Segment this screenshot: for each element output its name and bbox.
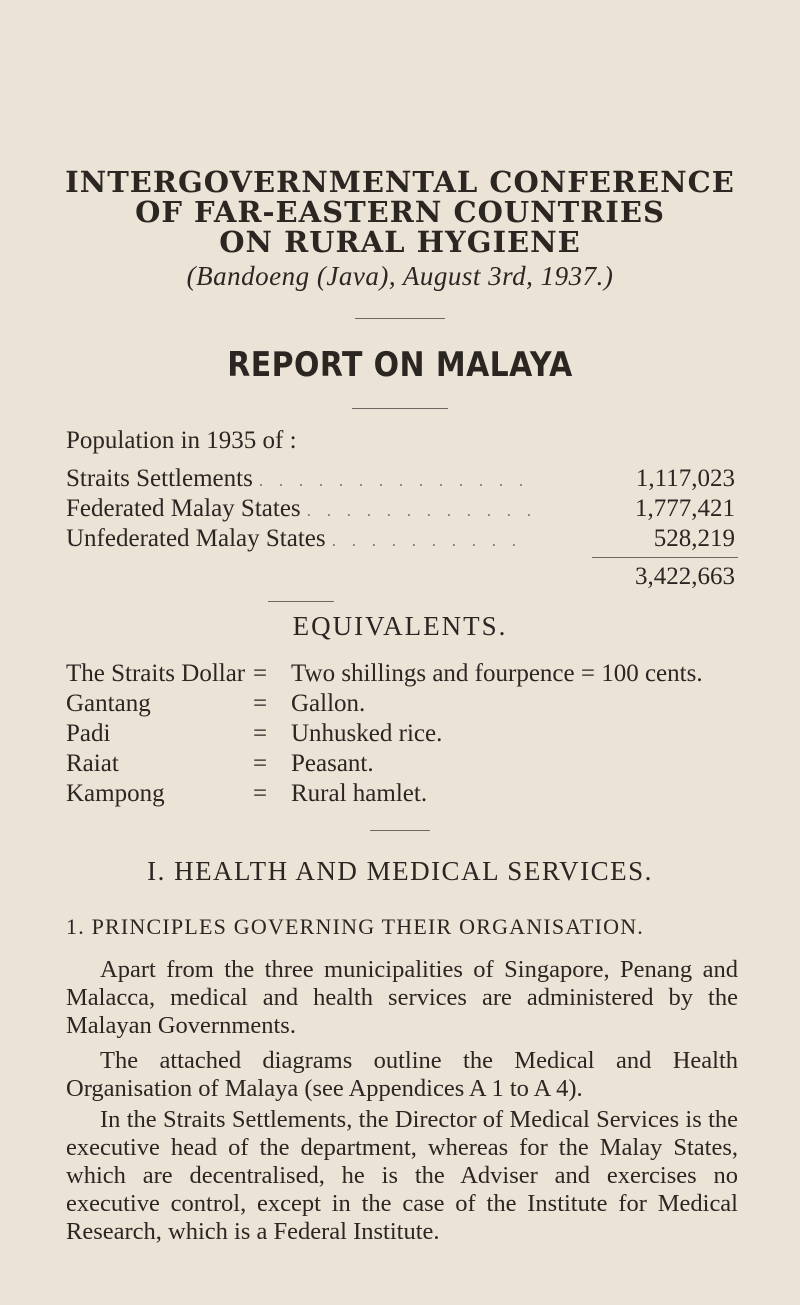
equals-sign: = bbox=[253, 660, 268, 687]
population-heading: Population in 1935 of : bbox=[66, 427, 297, 454]
conference-title-line-2: OF FAR-EASTERN COUNTRIES bbox=[135, 195, 665, 229]
population-row-label: Federated Malay States . . . . . . . . . . . . bbox=[66, 495, 537, 522]
equivalent-definition: Two shillings and fourpence = 100 cents. bbox=[291, 660, 703, 687]
divider bbox=[355, 318, 445, 319]
divider bbox=[370, 830, 430, 831]
equals-sign: = bbox=[253, 720, 268, 747]
equivalent-term: Kampong bbox=[66, 780, 165, 807]
equivalent-term: Raiat bbox=[66, 750, 119, 777]
paragraph: Apart from the three municipalities of Singapore, Penang and Malacca, medical and health services are administered by the Malayan Governments. bbox=[66, 956, 738, 1039]
subsection-title: 1. PRINCIPLES GOVERNING THEIR ORGANISATION. bbox=[66, 914, 644, 939]
equals-sign: = bbox=[253, 780, 268, 807]
population-total: 3,422,663 bbox=[635, 563, 735, 590]
conference-title-line-1: INTERGOVERNMENTAL CONFERENCE bbox=[65, 165, 735, 199]
total-rule bbox=[592, 557, 738, 558]
population-row-label: Unfederated Malay States . . . . . . . . . . bbox=[66, 525, 522, 552]
equals-sign: = bbox=[253, 690, 268, 717]
equivalent-term: Padi bbox=[66, 720, 111, 747]
paragraph: The attached diagrams outline the Medical and Health Organisation of Malaya (see Appendices A 1 to A 4). bbox=[66, 1047, 738, 1102]
population-row-value: 1,777,421 bbox=[635, 495, 735, 522]
equivalent-definition: Peasant. bbox=[291, 750, 374, 777]
divider bbox=[352, 408, 448, 409]
equivalent-definition: Gallon. bbox=[291, 690, 366, 717]
conference-location-date: (Bandoeng (Java), August 3rd, 1937.) bbox=[186, 261, 614, 291]
equals-sign: = bbox=[253, 750, 268, 777]
report-title: REPORT ON MALAYA bbox=[227, 345, 573, 385]
population-row-value: 528,219 bbox=[653, 525, 735, 552]
conference-title-line-3: ON RURAL HYGIENE bbox=[219, 225, 581, 259]
equivalent-definition: Rural hamlet. bbox=[291, 780, 428, 807]
equivalent-term: The Straits Dollar bbox=[66, 660, 246, 687]
section-title: I. HEALTH AND MEDICAL SERVICES. bbox=[147, 856, 653, 886]
divider bbox=[268, 601, 334, 602]
paragraph: In the Straits Settlements, the Director of Medical Services is the executive head of the department, whereas for the Malay States, which are decentralised, he is the Adviser and exercises no executive control, except in the case of the Institute for Medical Research, which is a Federal Institute. bbox=[66, 1106, 738, 1245]
equivalent-definition: Unhusked rice. bbox=[291, 720, 443, 747]
equivalent-term: Gantang bbox=[66, 690, 151, 717]
equivalents-title: EQUIVALENTS. bbox=[292, 611, 508, 641]
population-row-value: 1,117,023 bbox=[635, 465, 735, 492]
population-row-label: Straits Settlements . . . . . . . . . . . . . . bbox=[66, 465, 530, 492]
